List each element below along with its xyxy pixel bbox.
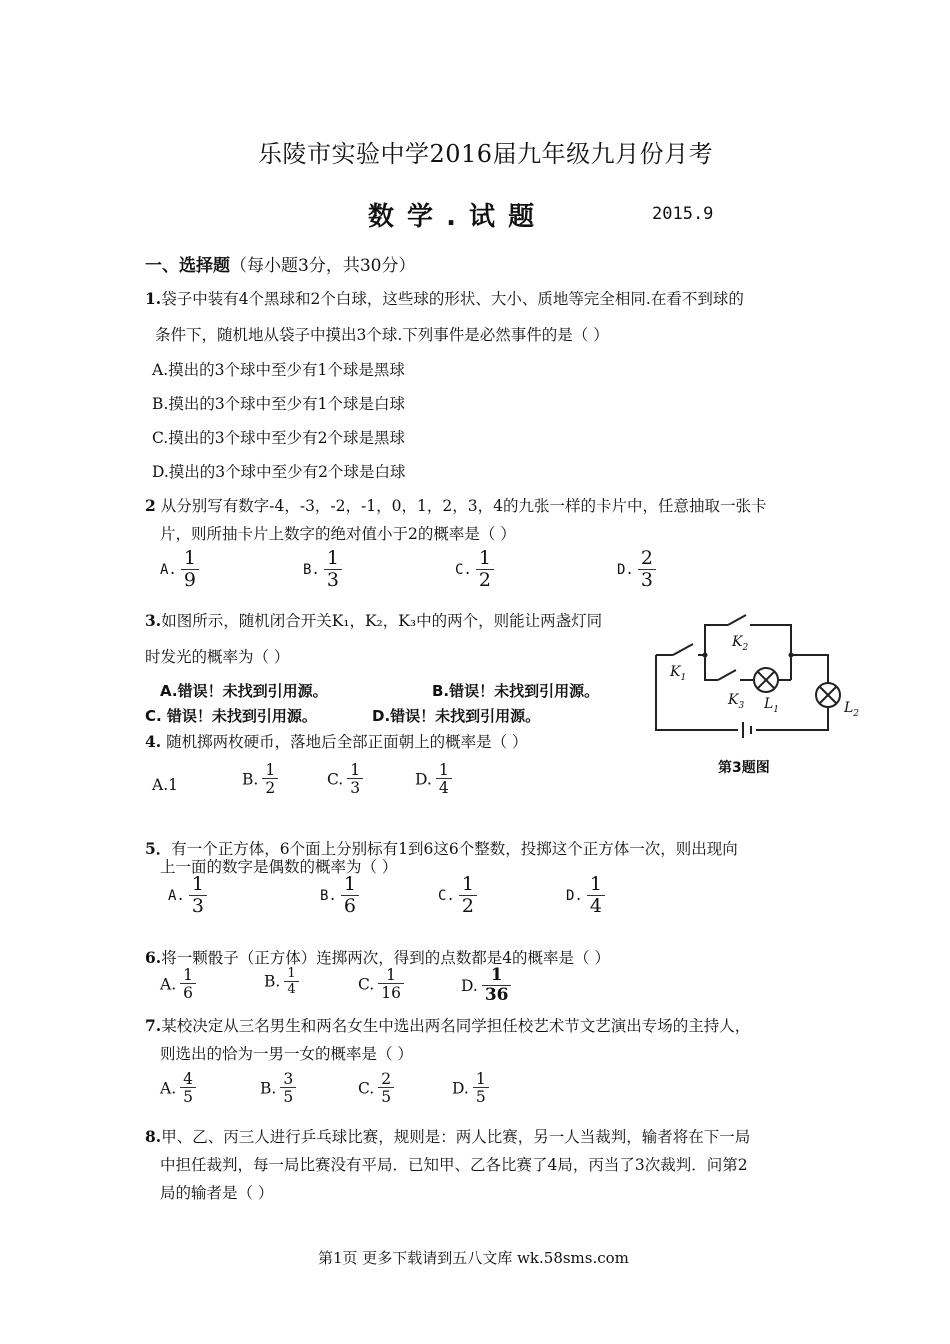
q2-option-b: B. $\frac{1}{3}$ — [303, 549, 342, 591]
k3-switch-blade — [718, 670, 736, 680]
q8-line1 — [145, 1125, 750, 1147]
fraction: $\frac{1}{3}$ — [324, 549, 342, 591]
q5-option-d: D. $\frac{1}{4}$ — [566, 875, 605, 917]
label-k2: $K_2$ — [732, 634, 749, 653]
q1-option-c: C.摸出的3个球中至少有2个球是黑球 — [152, 429, 405, 447]
fraction: $\frac{2}{5}$ — [378, 1071, 394, 1106]
fraction: $\frac{1}{6}$ — [341, 875, 359, 917]
q3-option-c: C. 错误！未找到引用源。 — [145, 707, 317, 725]
q1-option-b: B.摸出的3个球中至少有1个球是白球 — [152, 395, 406, 413]
wire-left-bottom — [656, 655, 738, 730]
q7-option-c: C. $\frac{2}{5}$ — [358, 1071, 394, 1106]
q5-text-1: 有一个正方体，6个面上分别标有1到6这6个整数，投掷这个正方体一次，则出现向 — [171, 840, 738, 858]
fraction: $\frac{1}{16}$ — [378, 967, 404, 1002]
fraction: $\frac{1}{4}$ — [284, 967, 298, 996]
q1-text-2: 条件下，随机地从袋子中摸出3个球.下列事件是必然事件的是（ ） — [155, 326, 609, 344]
q6-text: 将一颗骰子（正方体）连掷两次，得到的点数都是4的概率是（ ） — [161, 949, 610, 967]
fraction: $\frac{1}{2}$ — [459, 875, 477, 917]
fraction: $\frac{1}{9}$ — [181, 549, 199, 591]
q4-text: 随机掷两枚硬币，落地后全部正面朝上的概率是（ ） — [166, 733, 528, 751]
fraction: $\frac{1}{2}$ — [262, 762, 278, 797]
q1-text-1: 袋子中装有4个黑球和2个白球，这些球的形状、大小、质地等完全相同.在看不到球的 — [161, 290, 744, 308]
q1-option-d: D.摸出的3个球中至少有2个球是白球 — [152, 463, 406, 481]
section-note: （每小题3分，共30分） — [230, 256, 416, 276]
fraction: $\frac{1}{36}$ — [482, 967, 512, 1005]
q7-text-1: 某校决定从三名男生和两名女生中选出两名同学担任校艺术节文艺演出专场的主持人， — [161, 1017, 751, 1035]
figure-caption: 第3题图 — [718, 760, 770, 776]
q3-text-2: 时发光的概率为（ ） — [145, 648, 290, 666]
q8-number: 8. — [145, 1127, 162, 1146]
q1-number: 1. — [145, 289, 162, 308]
fraction: $\frac{1}{3}$ — [347, 762, 363, 797]
q1-option-a: A.摸出的3个球中至少有1个球是黑球 — [152, 361, 405, 379]
q5-text-2: 上一面的数字是偶数的概率为（ ） — [160, 858, 398, 876]
fraction: $\frac{1}{3}$ — [189, 875, 207, 917]
q2-number: 2 — [145, 496, 156, 515]
q4-number: 4. — [145, 732, 162, 751]
k2-switch-blade — [728, 615, 746, 625]
label-l2: $L_2$ — [844, 700, 860, 719]
q5-option-c: C. $\frac{1}{2}$ — [438, 875, 477, 917]
fraction: $\frac{2}{3}$ — [638, 549, 656, 591]
page-footer: 第1页 更多下载请到五八文库 wk.58sms.com — [318, 1249, 629, 1267]
q7-text-2: 则选出的恰为一男一女的概率是（ ） — [160, 1045, 413, 1063]
section-heading — [145, 251, 415, 276]
q6-option-b: B. $\frac{1}{4}$ — [264, 967, 299, 996]
fraction: $\frac{1}{5}$ — [473, 1071, 489, 1106]
subject-title: 数 学 . 试 题 — [368, 202, 537, 232]
q3-option-d: D.错误！未找到引用源。 — [372, 707, 541, 725]
q2-text-2: 片，则所抽卡片上数字的绝对值小于2的概率是（ ） — [160, 525, 516, 543]
fraction: $\frac{1}{4}$ — [587, 875, 605, 917]
q4-option-c: C. $\frac{1}{3}$ — [327, 762, 363, 797]
fraction: $\frac{1}{6}$ — [180, 967, 196, 1002]
q6-number: 6. — [145, 948, 162, 967]
q4-option-b: B. $\frac{1}{2}$ — [242, 762, 278, 797]
q4-option-a: A.1 — [152, 776, 178, 794]
label-k3: $K_3$ — [728, 692, 745, 711]
q5-option-a: A. $\frac{1}{3}$ — [168, 875, 207, 917]
q3-text-1: 如图所示，随机闭合开关K₁，K₂，K₃中的两个，则能让两盏灯同 — [161, 612, 603, 630]
q4-option-d: D. $\frac{1}{4}$ — [415, 762, 452, 797]
q8-text-3: 局的输者是（ ） — [160, 1184, 274, 1202]
q6-option-c: C. $\frac{1}{16}$ — [358, 967, 404, 1002]
q7-number: 7. — [145, 1016, 162, 1035]
q3-option-a: A.错误！未找到引用源。 — [160, 682, 328, 700]
q7-option-a: A. $\frac{4}{5}$ — [160, 1071, 196, 1106]
fraction: $\frac{3}{5}$ — [280, 1071, 296, 1106]
q6-option-d: D. $\frac{1}{36}$ — [461, 967, 511, 1005]
fraction: $\frac{4}{5}$ — [180, 1071, 196, 1106]
q2-line1 — [145, 494, 766, 516]
section-title: 一、选择题 — [145, 256, 230, 276]
q8-text-1: 甲、乙、丙三人进行乒乓球比赛，规则是：两人比赛，另一人当裁判，输者将在下一局 — [161, 1128, 751, 1146]
q2-option-a: A. $\frac{1}{9}$ — [160, 549, 199, 591]
q6-line1 — [145, 946, 610, 968]
q6-option-a: A. $\frac{1}{6}$ — [160, 967, 196, 1002]
label-k1: $K_1$ — [670, 664, 687, 683]
q8-text-2: 中担任裁判，每一局比赛没有平局．已知甲、乙各比赛了4局，丙当了3次裁判．问第2 — [160, 1156, 748, 1174]
k1-switch-blade — [673, 644, 693, 655]
q7-option-b: B. $\frac{3}{5}$ — [260, 1071, 296, 1106]
q2-option-d: D. $\frac{2}{3}$ — [617, 549, 656, 591]
exam-title: 乐陵市实验中学2016届九年级九月份月考 — [258, 140, 714, 168]
q3-option-b: B.错误！未找到引用源。 — [432, 682, 600, 700]
q7-option-d: D. $\frac{1}{5}$ — [452, 1071, 489, 1106]
q3-number: 3. — [145, 611, 162, 630]
q5-number: 5． — [145, 839, 172, 858]
q2-option-c: C. $\frac{1}{2}$ — [455, 549, 494, 591]
q5-option-b: B. $\frac{1}{6}$ — [320, 875, 359, 917]
q7-line1 — [145, 1014, 750, 1036]
q3-line1 — [145, 609, 602, 631]
q4-line1 — [145, 730, 528, 752]
label-l1: $L_1$ — [764, 696, 780, 715]
fraction: $\frac{1}{4}$ — [436, 762, 452, 797]
fraction: $\frac{1}{2}$ — [476, 549, 494, 591]
exam-date: 2015.9 — [652, 204, 714, 224]
q1-line1 — [145, 287, 744, 309]
q2-text-1: 从分别写有数字-4，-3，-2，-1，0，1，2，3，4的九张一样的卡片中，任意抽取一张卡 — [160, 497, 767, 515]
